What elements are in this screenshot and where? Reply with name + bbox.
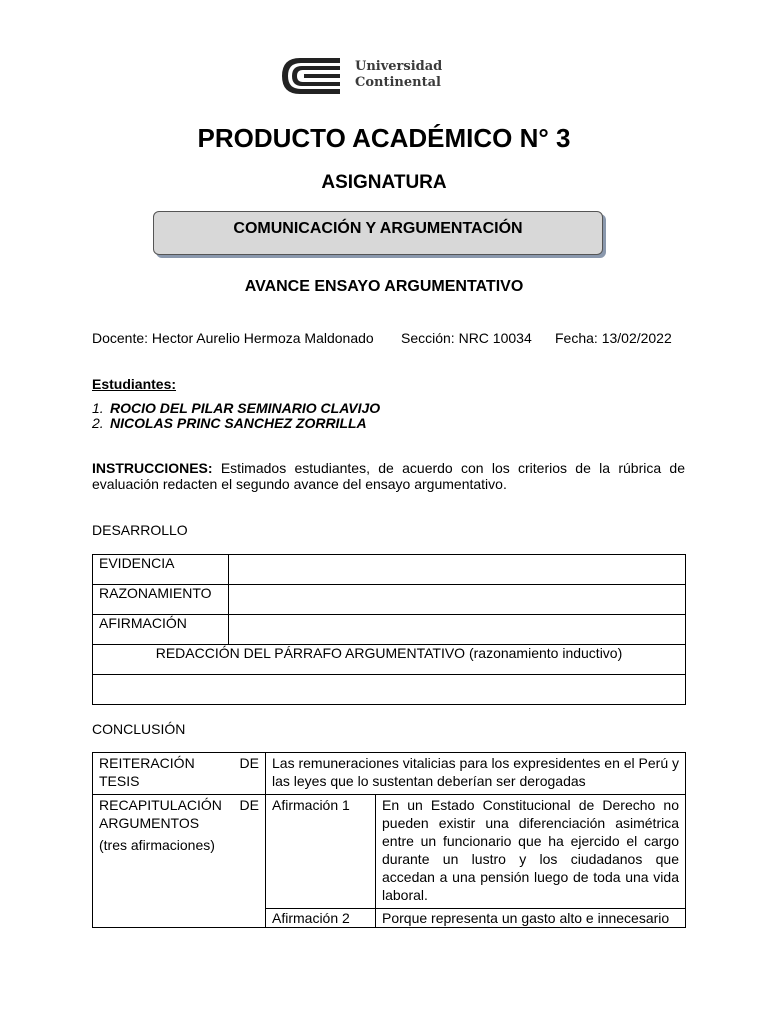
- student-name: ROCIO DEL PILAR SEMINARIO CLAVIJO: [110, 400, 381, 416]
- students-label: Estudiantes:: [92, 376, 177, 392]
- docente-info: Docente: Hector Aurelio Hermoza Maldonado: [92, 330, 374, 346]
- table-row: [93, 795, 686, 909]
- evidencia-cell[interactable]: [229, 555, 686, 585]
- desarrollo-label: DESARROLLO: [92, 522, 188, 538]
- table-row: [93, 555, 686, 585]
- afirmacion-1-text: En un Estado Constitucional de Derecho no pueden existir una diferenciación asimétrica entre un funcionario que ha ejercido el cargo durante un lustro y los ciudadanos que accedan a una pensión luego de toda una vida laboral.: [376, 795, 686, 909]
- student-number: 2.: [92, 415, 104, 431]
- table-row: [93, 753, 686, 795]
- table-row: [93, 615, 686, 645]
- instructions-text: Estimados estudiantes, de acuerdo con los criterios de la rúbrica de evaluación redacten el segundo avance del ensayo argumentativo.: [92, 460, 685, 492]
- desarrollo-table: [92, 554, 686, 705]
- student-item: [92, 415, 367, 431]
- seccion-info: Sección: NRC 10034: [401, 330, 532, 346]
- razonamiento-cell[interactable]: [229, 585, 686, 615]
- student-number: 1.: [92, 400, 104, 416]
- recap-note: (tres afirmaciones): [99, 837, 215, 853]
- razonamiento-label: RAZONAMIENTO: [93, 585, 229, 615]
- paragraph-header: REDACCIÓN DEL PÁRRAFO ARGUMENTATIVO (razonamiento inductivo): [93, 645, 686, 675]
- recap-label: RECAPITULACIÓN DE ARGUMENTOS: [99, 797, 259, 831]
- reiteracion-label: REITERACIÓN DE TESIS: [93, 753, 266, 795]
- table-row: [93, 675, 686, 705]
- paragraph-cell[interactable]: [93, 675, 686, 705]
- work-title: AVANCE ENSAYO ARGUMENTATIVO: [244, 278, 524, 295]
- afirmacion-cell[interactable]: [229, 615, 686, 645]
- student-name: NICOLAS PRINC SANCHEZ ZORRILLA: [110, 415, 367, 431]
- afirmacion-2-text: Porque representa un gasto alto e innecesario: [376, 909, 686, 928]
- student-item: [92, 400, 380, 416]
- recap-cell: [93, 795, 266, 928]
- conclusion-table: [92, 752, 686, 928]
- subject-name: COMUNICACIÓN Y ARGUMENTACIÓN: [233, 220, 523, 237]
- afirmacion-2-label: Afirmación 2: [266, 909, 376, 928]
- page-title: PRODUCTO ACADÉMICO N° 3: [197, 123, 571, 153]
- university-logo: [280, 55, 455, 97]
- fecha-info: Fecha: 13/02/2022: [555, 330, 672, 346]
- afirmacion-1-label: Afirmación 1: [266, 795, 376, 909]
- afirmacion-label: AFIRMACIÓN: [93, 615, 229, 645]
- conclusion-label: CONCLUSIÓN: [92, 721, 186, 737]
- table-row: [93, 585, 686, 615]
- reiteracion-text: Las remuneraciones vitalicias para los expresidentes en el Perú y las leyes que lo sustentan deberían ser derogadas: [266, 753, 686, 795]
- logo-mark-icon: [280, 55, 348, 97]
- instructions: [92, 460, 685, 492]
- table-row: [93, 645, 686, 675]
- logo-line-1: Universidad: [355, 59, 443, 74]
- instructions-label: INSTRUCCIONES:: [92, 460, 213, 476]
- subject-label: ASIGNATURA: [321, 172, 447, 193]
- evidencia-label: EVIDENCIA: [93, 555, 229, 585]
- subject-box: [153, 211, 603, 255]
- logo-line-2: Continental: [355, 75, 441, 90]
